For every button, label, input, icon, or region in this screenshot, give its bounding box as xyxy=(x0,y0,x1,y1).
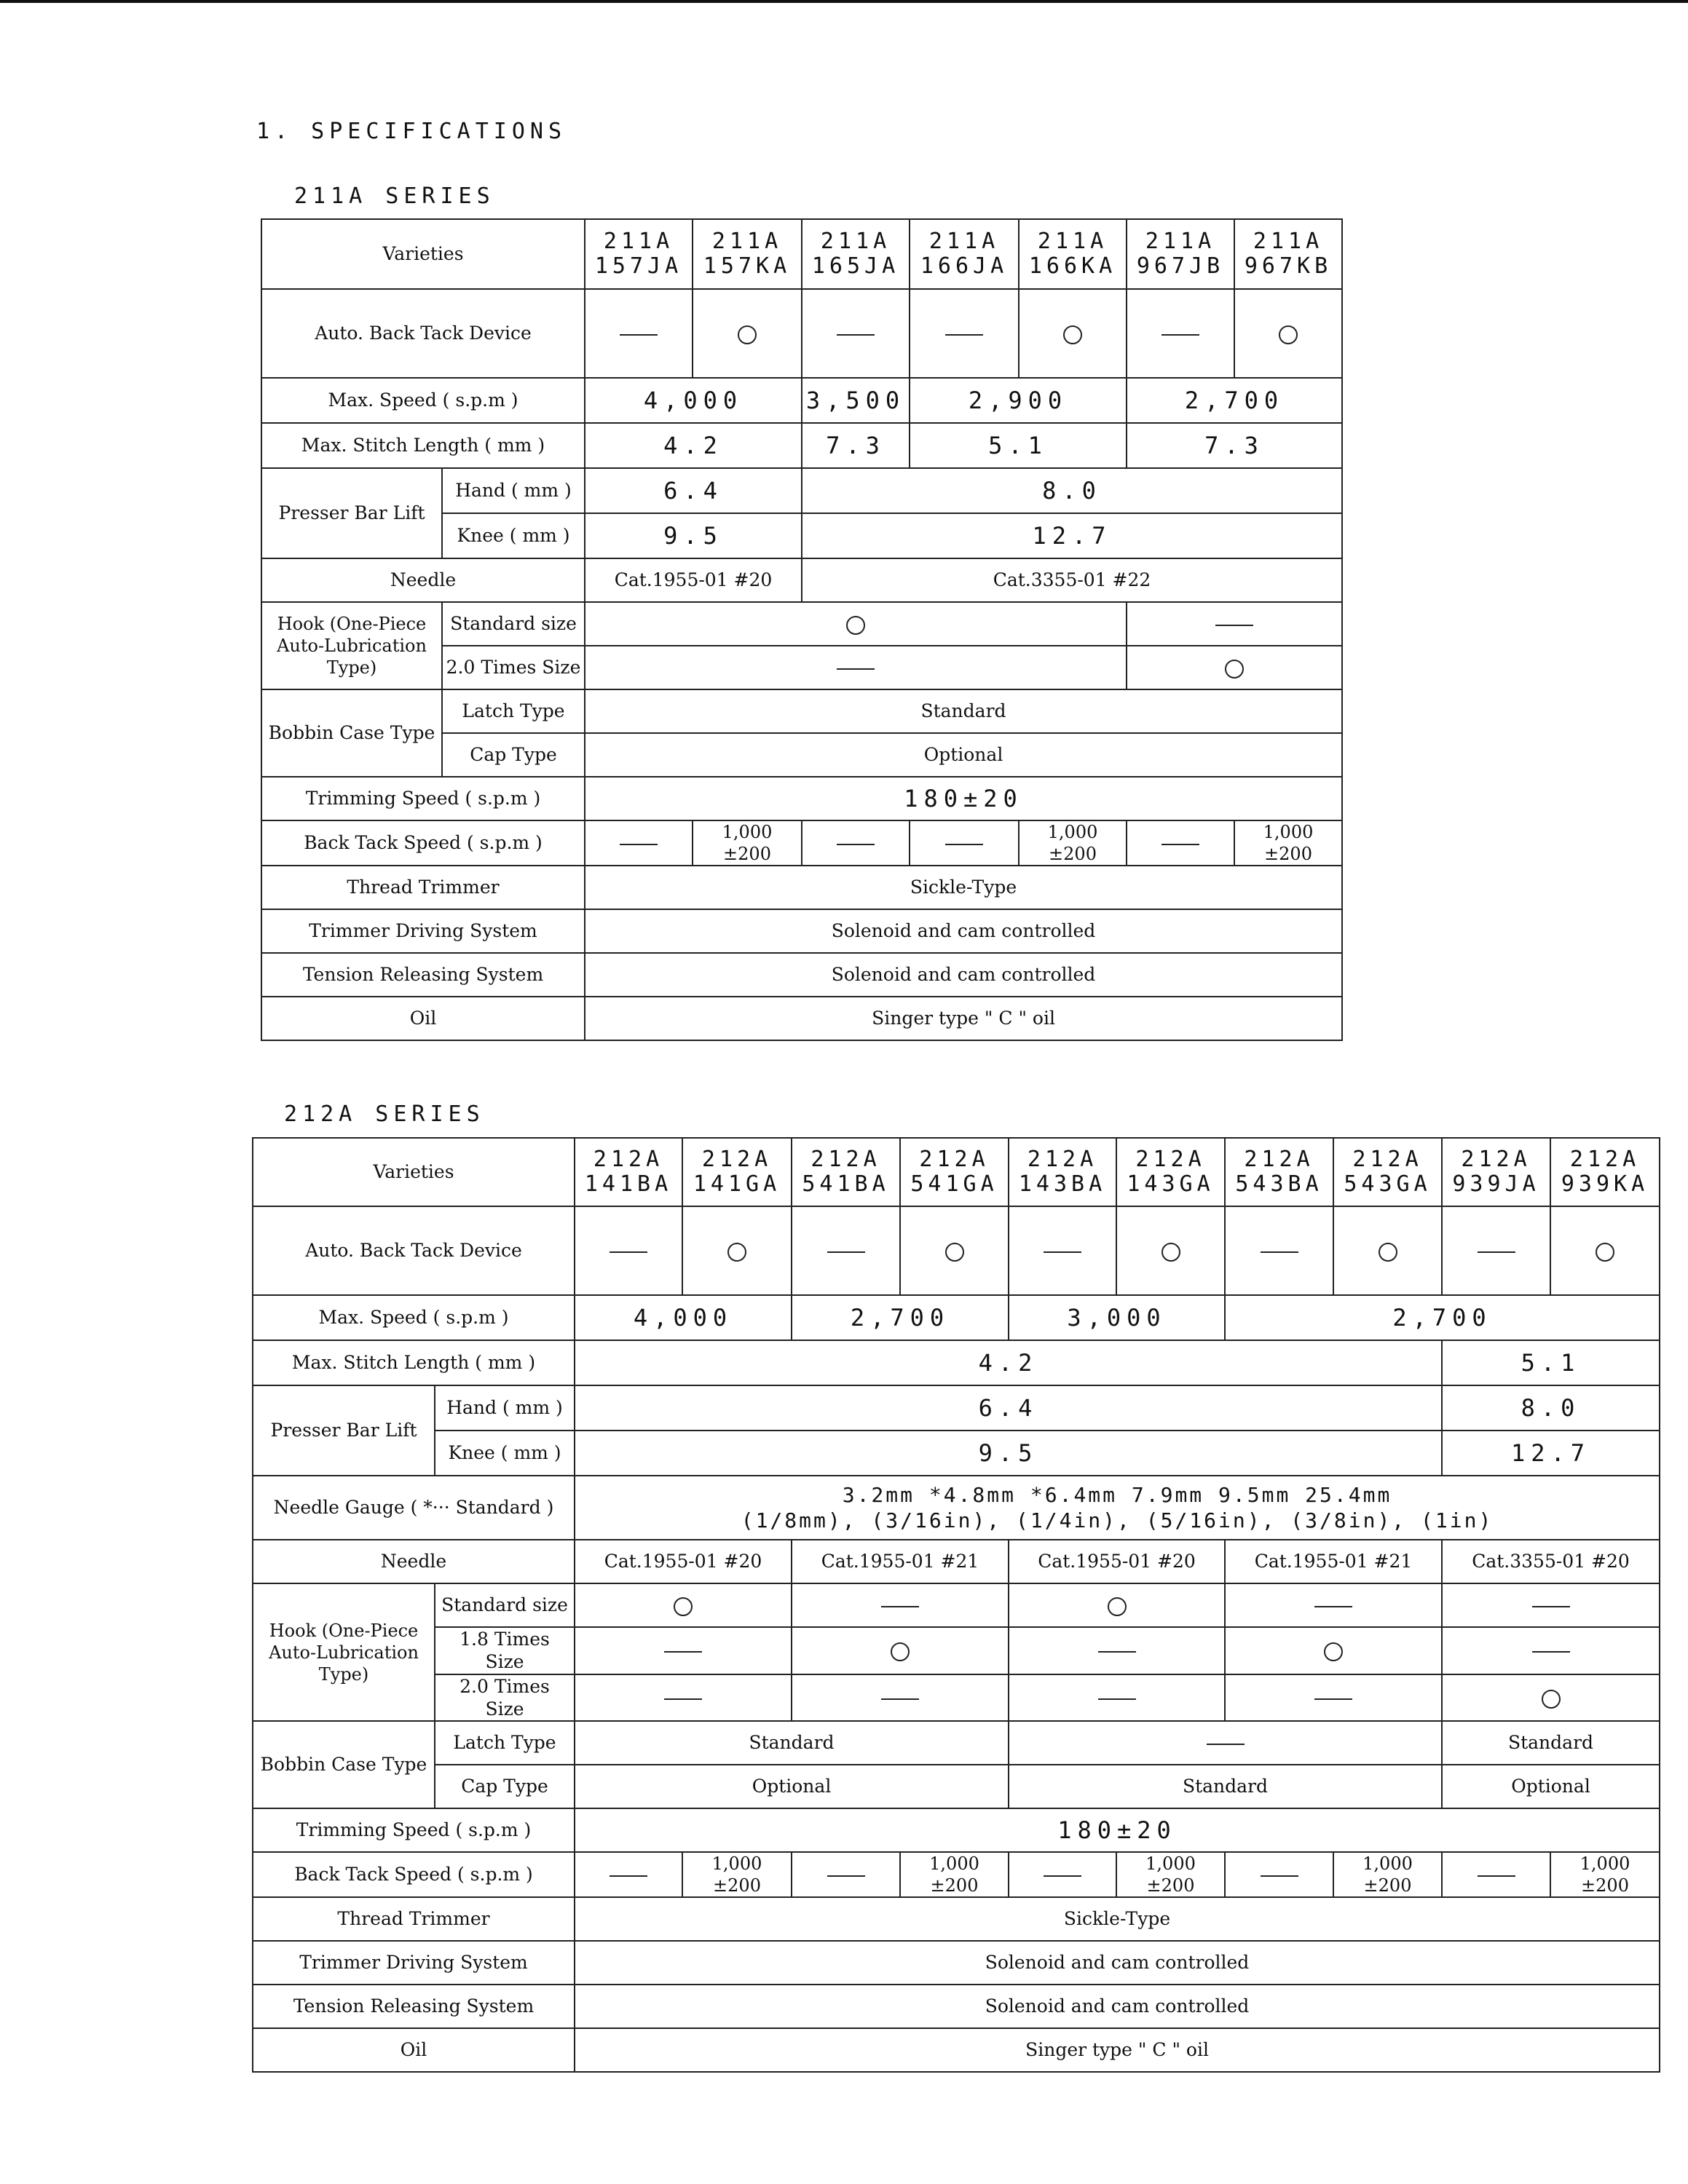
circle-icon xyxy=(1379,1243,1397,1262)
max-stitch-value: 4.2 xyxy=(575,1340,1442,1385)
back-tack-value: 1,000 ±200 xyxy=(1116,1852,1225,1897)
row-presser-hand xyxy=(253,1385,1660,1431)
label-trimming-speed: Trimming Speed ( s.p.m ) xyxy=(253,1808,575,1852)
row-varieties xyxy=(253,1138,1660,1206)
variety-col: 212A 143BA xyxy=(1009,1138,1116,1206)
row-presser-knee xyxy=(253,1431,1660,1476)
dash-icon xyxy=(827,1875,865,1877)
dash-icon xyxy=(1532,1651,1570,1653)
needle-gauge-line-2: (1/8mm), (3/16in), (1/4in), (5/16in), (3/8in), (1in) xyxy=(741,1508,1494,1532)
variety-col: 212A 543BA xyxy=(1225,1138,1333,1206)
dash-icon xyxy=(1162,334,1199,336)
circle-icon xyxy=(1063,325,1082,344)
trimmer-driving-value: Solenoid and cam controlled xyxy=(575,1941,1660,1985)
max-speed-value: 4,000 xyxy=(585,378,802,423)
label-varieties: Varieties xyxy=(253,1138,575,1206)
dash-icon xyxy=(664,1698,702,1700)
circle-icon xyxy=(1225,660,1244,678)
label-latch-type: Latch Type xyxy=(442,689,585,733)
row-thread-trimmer xyxy=(261,866,1342,909)
variety-col: 211A 157KA xyxy=(693,219,802,289)
row-max-stitch xyxy=(253,1340,1660,1385)
dash-icon xyxy=(664,1651,702,1653)
tension-releasing-value: Solenoid and cam controlled xyxy=(585,953,1342,997)
needle-value: Cat.1955-01 #20 xyxy=(575,1540,792,1583)
variety-col: 211A 157JA xyxy=(585,219,693,289)
circle-icon xyxy=(846,616,865,635)
table-211a-title: 211A SERIES xyxy=(294,183,495,209)
label-bobbin-case: Bobbin Case Type xyxy=(261,689,442,777)
needle-value: Cat.3355-01 #22 xyxy=(802,558,1342,602)
label-max-stitch: Max. Stitch Length ( mm ) xyxy=(261,423,585,468)
max-stitch-value: 4.2 xyxy=(585,423,802,468)
row-max-speed xyxy=(253,1295,1660,1340)
variety-col: 212A 143GA xyxy=(1116,1138,1225,1206)
dash-icon xyxy=(1478,1251,1515,1253)
label-cap-type: Cap Type xyxy=(435,1765,575,1808)
label-varieties: Varieties xyxy=(261,219,585,289)
row-trimmer-driving xyxy=(261,909,1342,953)
label-hook: Hook (One-Piece Auto-Lubrication Type) xyxy=(261,602,442,689)
thread-trimmer-value: Sickle-Type xyxy=(585,866,1342,909)
dash-icon xyxy=(1261,1875,1298,1877)
label-2x-size: 2.0 Times Size xyxy=(442,646,585,689)
trimming-speed-value: 180±20 xyxy=(575,1808,1660,1852)
row-presser-hand xyxy=(261,468,1342,513)
max-stitch-value: 7.3 xyxy=(1127,423,1342,468)
row-needle xyxy=(253,1540,1660,1583)
hand-value: 8.0 xyxy=(802,468,1342,513)
dash-icon xyxy=(1261,1251,1298,1253)
row-tension-releasing xyxy=(253,1985,1660,2028)
circle-icon xyxy=(727,1243,746,1262)
label-1-8x-size: 1.8 Times Size xyxy=(435,1627,575,1674)
row-trimmer-driving xyxy=(253,1941,1660,1985)
row-varieties xyxy=(261,219,1342,289)
label-max-speed: Max. Speed ( s.p.m ) xyxy=(261,378,585,423)
dash-icon xyxy=(1044,1875,1081,1877)
label-bobbin-case: Bobbin Case Type xyxy=(253,1721,435,1808)
latch-value: Standard xyxy=(575,1721,1009,1765)
needle-value: Cat.1955-01 #21 xyxy=(792,1540,1009,1583)
max-speed-value: 4,000 xyxy=(575,1295,792,1340)
circle-icon xyxy=(1596,1243,1614,1262)
circle-icon xyxy=(674,1597,693,1616)
dash-icon xyxy=(837,844,875,845)
label-thread-trimmer: Thread Trimmer xyxy=(261,866,585,909)
max-stitch-value: 5.1 xyxy=(910,423,1127,468)
dash-icon xyxy=(1098,1651,1136,1653)
back-tack-value: 1,000 ±200 xyxy=(1019,820,1127,866)
row-oil xyxy=(261,997,1342,1040)
label-trimmer-driving: Trimmer Driving System xyxy=(253,1941,575,1985)
circle-icon xyxy=(1108,1597,1127,1616)
knee-value: 9.5 xyxy=(575,1431,1442,1476)
max-stitch-value: 5.1 xyxy=(1442,1340,1660,1385)
label-trimmer-driving: Trimmer Driving System xyxy=(261,909,585,953)
back-tack-value: 1,000 ±200 xyxy=(682,1852,792,1897)
circle-icon xyxy=(1162,1243,1180,1262)
label-trimming-speed: Trimming Speed ( s.p.m ) xyxy=(261,777,585,820)
cap-value: Optional xyxy=(575,1765,1009,1808)
row-needle-gauge xyxy=(253,1476,1660,1540)
needle-value: Cat.1955-01 #20 xyxy=(585,558,802,602)
label-latch-type: Latch Type xyxy=(435,1721,575,1765)
label-presser-bar-lift: Presser Bar Lift xyxy=(253,1385,435,1476)
dash-icon xyxy=(945,334,983,336)
dash-icon xyxy=(1162,844,1199,845)
variety-col: 212A 541BA xyxy=(792,1138,900,1206)
max-speed-value: 2,900 xyxy=(910,378,1127,423)
trimming-speed-value: 180±20 xyxy=(585,777,1342,820)
label-hand: Hand ( mm ) xyxy=(442,468,585,513)
label-tension-releasing: Tension Releasing System xyxy=(261,953,585,997)
latch-value: Standard xyxy=(1442,1721,1660,1765)
label-presser-bar-lift: Presser Bar Lift xyxy=(261,468,442,558)
max-speed-value: 2,700 xyxy=(1225,1295,1660,1340)
table-212a-specs xyxy=(252,1137,1660,2073)
dash-icon xyxy=(610,1875,647,1877)
dash-icon xyxy=(1098,1698,1136,1700)
row-needle xyxy=(261,558,1342,602)
dash-icon xyxy=(1314,1606,1352,1607)
label-max-stitch: Max. Stitch Length ( mm ) xyxy=(253,1340,575,1385)
latch-value: Standard xyxy=(585,689,1342,733)
trimmer-driving-value: Solenoid and cam controlled xyxy=(585,909,1342,953)
label-back-tack-speed: Back Tack Speed ( s.p.m ) xyxy=(253,1852,575,1897)
row-bobbin-cap xyxy=(253,1765,1660,1808)
dash-icon xyxy=(1044,1251,1081,1253)
row-auto-back-tack xyxy=(261,289,1342,378)
back-tack-value: 1,000 ±200 xyxy=(1550,1852,1660,1897)
label-auto-back-tack: Auto. Back Tack Device xyxy=(253,1206,575,1295)
hand-value: 8.0 xyxy=(1442,1385,1660,1431)
row-hook-2x xyxy=(253,1674,1660,1722)
thread-trimmer-value: Sickle-Type xyxy=(575,1897,1660,1941)
dash-icon xyxy=(1207,1744,1245,1745)
label-2x-size: 2.0 Times Size xyxy=(435,1674,575,1722)
dash-icon xyxy=(1215,625,1253,626)
knee-value: 12.7 xyxy=(802,513,1342,558)
variety-col: 212A 541GA xyxy=(900,1138,1009,1206)
back-tack-value: 1,000 ±200 xyxy=(693,820,802,866)
row-trimming-speed xyxy=(253,1808,1660,1852)
circle-icon xyxy=(945,1243,964,1262)
row-tension-releasing xyxy=(261,953,1342,997)
variety-col: 212A 543GA xyxy=(1333,1138,1442,1206)
max-speed-value: 2,700 xyxy=(1127,378,1342,423)
variety-col: 211A 165JA xyxy=(802,219,910,289)
label-thread-trimmer: Thread Trimmer xyxy=(253,1897,575,1941)
top-border-line xyxy=(0,0,1688,3)
label-auto-back-tack: Auto. Back Tack Device xyxy=(261,289,585,378)
label-oil: Oil xyxy=(253,2028,575,2072)
dash-icon xyxy=(827,1251,865,1253)
variety-col: 212A 141GA xyxy=(682,1138,792,1206)
dash-icon xyxy=(1314,1698,1352,1700)
variety-col: 212A 939JA xyxy=(1442,1138,1550,1206)
dash-icon xyxy=(837,668,875,670)
circle-icon xyxy=(1279,325,1298,344)
max-speed-value: 3,500 xyxy=(802,378,910,423)
oil-value: Singer type " C " oil xyxy=(585,997,1342,1040)
row-back-tack-speed xyxy=(253,1852,1660,1897)
label-hook: Hook (One-Piece Auto-Lubrication Type) xyxy=(253,1583,435,1721)
knee-value: 9.5 xyxy=(585,513,802,558)
row-max-speed xyxy=(261,378,1342,423)
label-standard-size: Standard size xyxy=(442,602,585,646)
row-bobbin-latch xyxy=(261,689,1342,733)
cap-value: Standard xyxy=(1009,1765,1442,1808)
cap-value: Optional xyxy=(1442,1765,1660,1808)
dash-icon xyxy=(1532,1606,1570,1607)
row-hook-standard xyxy=(261,602,1342,646)
row-oil xyxy=(253,2028,1660,2072)
circle-icon xyxy=(1324,1642,1343,1661)
row-thread-trimmer xyxy=(253,1897,1660,1941)
label-standard-size: Standard size xyxy=(435,1583,575,1627)
variety-col: 211A 166KA xyxy=(1019,219,1127,289)
variety-col: 212A 939KA xyxy=(1550,1138,1660,1206)
knee-value: 12.7 xyxy=(1442,1431,1660,1476)
dash-icon xyxy=(620,844,658,845)
needle-gauge-value xyxy=(575,1476,1660,1540)
dash-icon xyxy=(610,1251,647,1253)
circle-icon xyxy=(1542,1690,1561,1709)
needle-value: Cat.3355-01 #20 xyxy=(1442,1540,1660,1583)
label-needle-gauge: Needle Gauge ( *··· Standard ) xyxy=(253,1476,575,1540)
hand-value: 6.4 xyxy=(575,1385,1442,1431)
label-needle: Needle xyxy=(261,558,585,602)
circle-icon xyxy=(738,325,757,344)
needle-value: Cat.1955-01 #20 xyxy=(1009,1540,1225,1583)
max-stitch-value: 7.3 xyxy=(802,423,910,468)
needle-gauge-line-1: 3.2mm *4.8mm *6.4mm 7.9mm 9.5mm 25.4mm xyxy=(842,1483,1392,1507)
variety-col: 211A 967KB xyxy=(1234,219,1342,289)
row-max-stitch xyxy=(261,423,1342,468)
row-hook-1-8x xyxy=(253,1627,1660,1674)
table-212a-title: 212A SERIES xyxy=(284,1101,485,1127)
label-max-speed: Max. Speed ( s.p.m ) xyxy=(253,1295,575,1340)
label-oil: Oil xyxy=(261,997,585,1040)
dash-icon xyxy=(945,844,983,845)
back-tack-value: 1,000 ±200 xyxy=(900,1852,1009,1897)
row-hook-standard xyxy=(253,1583,1660,1627)
variety-col: 211A 967JB xyxy=(1127,219,1234,289)
label-needle: Needle xyxy=(253,1540,575,1583)
row-bobbin-latch xyxy=(253,1721,1660,1765)
label-knee: Knee ( mm ) xyxy=(435,1431,575,1476)
dash-icon xyxy=(837,334,875,336)
section-title: 1. SPECIFICATIONS xyxy=(256,119,567,144)
label-hand: Hand ( mm ) xyxy=(435,1385,575,1431)
needle-value: Cat.1955-01 #21 xyxy=(1225,1540,1442,1583)
label-cap-type: Cap Type xyxy=(442,733,585,777)
cap-value: Optional xyxy=(585,733,1342,777)
row-auto-back-tack xyxy=(253,1206,1660,1295)
back-tack-value: 1,000 ±200 xyxy=(1234,820,1342,866)
variety-col: 212A 141BA xyxy=(575,1138,682,1206)
back-tack-value: 1,000 ±200 xyxy=(1333,1852,1442,1897)
hand-value: 6.4 xyxy=(585,468,802,513)
dash-icon xyxy=(881,1698,919,1700)
row-back-tack-speed xyxy=(261,820,1342,866)
variety-col: 211A 166JA xyxy=(910,219,1019,289)
circle-icon xyxy=(891,1642,910,1661)
label-tension-releasing: Tension Releasing System xyxy=(253,1985,575,2028)
dash-icon xyxy=(620,334,658,336)
oil-value: Singer type " C " oil xyxy=(575,2028,1660,2072)
dash-icon xyxy=(1478,1875,1515,1877)
label-back-tack-speed: Back Tack Speed ( s.p.m ) xyxy=(261,820,585,866)
row-trimming-speed xyxy=(261,777,1342,820)
tension-releasing-value: Solenoid and cam controlled xyxy=(575,1985,1660,2028)
dash-icon xyxy=(881,1606,919,1607)
label-knee: Knee ( mm ) xyxy=(442,513,585,558)
table-211a-specs xyxy=(261,218,1343,1041)
max-speed-value: 2,700 xyxy=(792,1295,1009,1340)
max-speed-value: 3,000 xyxy=(1009,1295,1225,1340)
